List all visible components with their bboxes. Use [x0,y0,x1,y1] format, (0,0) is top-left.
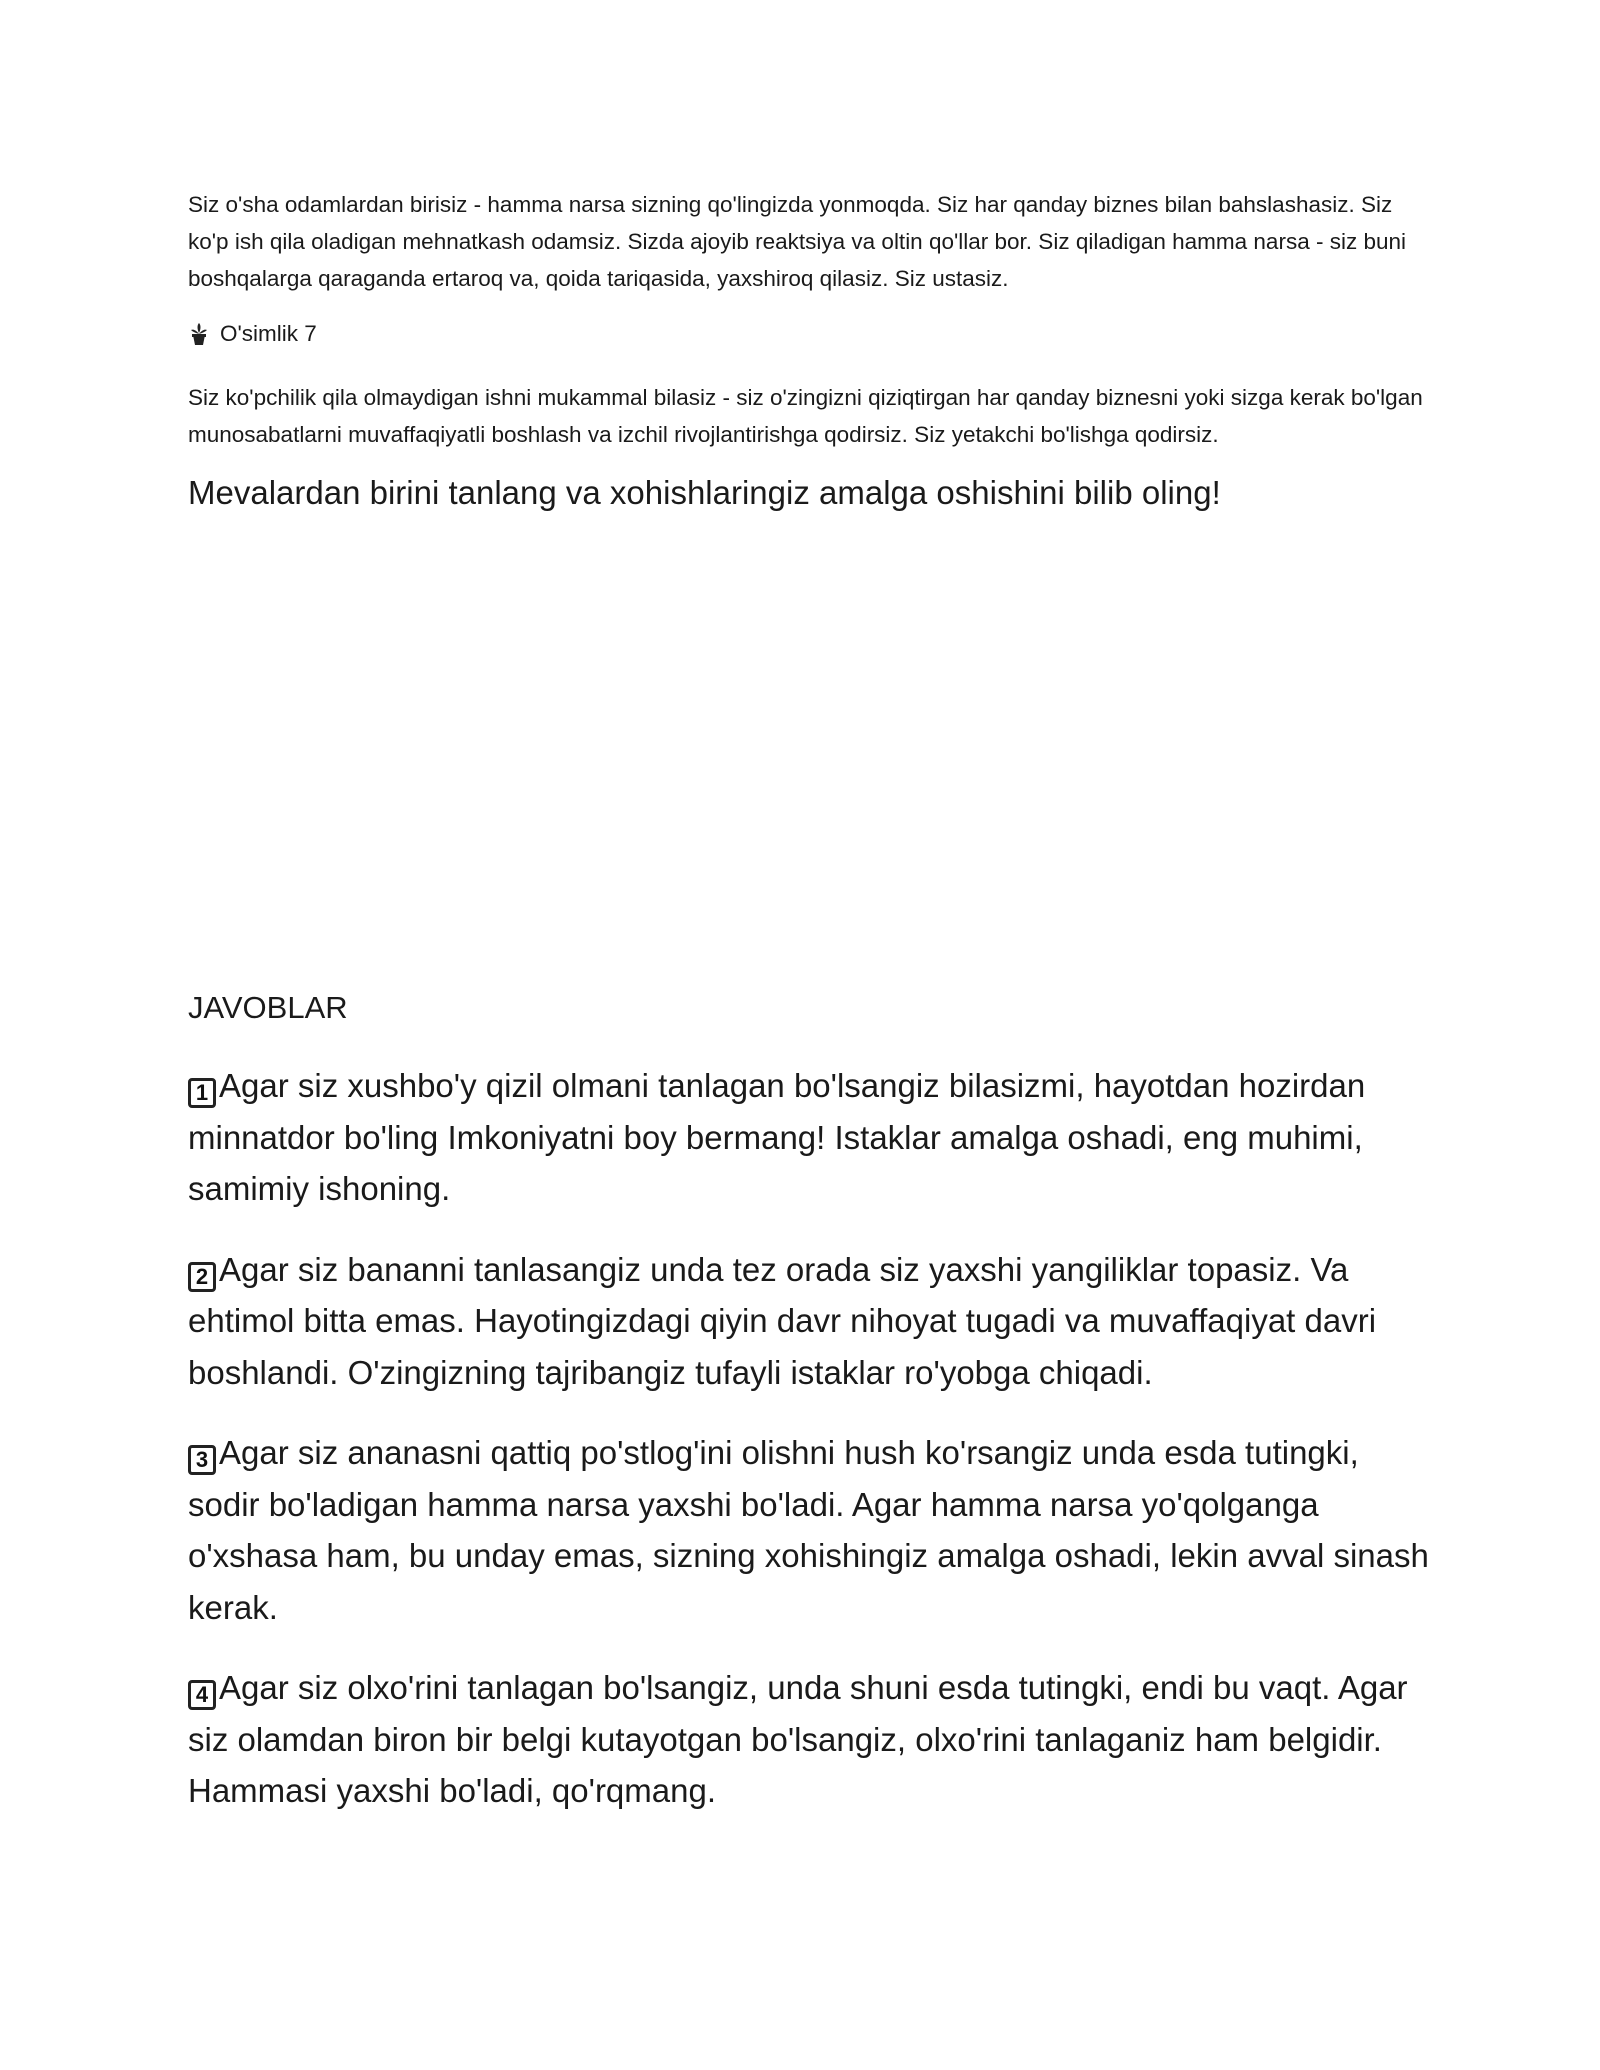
answer-item-1 [188,1060,1438,1215]
plant-label: O'simlik 7 [220,321,317,346]
keycap-number-2: 2 [188,1262,216,1292]
answer-text-1: Agar siz xushbo'y qizil olmani tanlagan bo'lsangiz bilasizmi, hayotdan hozirdan minnatdor bo'ling Imkoniyatni boy bermang! Istaklar amalga oshadi, eng muhimi, samimiy ishoning. [188,1067,1366,1207]
intro-paragraph-2: Siz ko'pchilik qila olmaydigan ishni mukammal bilasiz - siz o'zingizni qiziqtirgan har qanday biznesni yoki sizga kerak bo'lgan munosabatlarni muvaffaqiyatli boshlash va izchil rivojlantirishga qodirsiz. Siz yetakchi bo'lishga qodirsiz. [188,385,1423,447]
intro-paragraph-1: Siz o'sha odamlardan birisiz - hamma narsa sizning qo'lingizda yonmoqda. Siz har qanday biznes bilan bahslashasiz. Siz ko'p ish qila oladigan mehnatkash odamsiz. Sizda ajoyib reaktsiya va oltin qo'llar bor. Siz qiladigan hamma narsa - siz buni boshqalarga qaraganda ertaroq va, qoida tariqasida, yaxshiroq qilasiz. Siz ustasiz. [188,192,1406,291]
answer-item-2 [188,1244,1438,1399]
intro-section [188,186,1428,515]
plant-heading [188,319,1428,349]
answer-text-3: Agar siz ananasni qattiq po'stlog'ini olishni hush ko'rsangiz unda esda tutingki, sodir bo'ladigan hamma narsa yaxshi bo'ladi. Agar hamma narsa yo'qolganga o'xshasa ham, bu unday emas, sizning xohishingiz amalga oshadi, lekin avval sinash kerak. [188,1434,1429,1626]
keycap-number-1: 1 [188,1078,216,1108]
answer-text-4: Agar siz olxo'rini tanlagan bo'lsangiz, unda shuni esda tutingki, endi bu vaqt. Agar siz olamdan biron bir belgi kutayotgan bo'lsangiz, olxo'rini tanlaganiz ham belgidir. Hammasi yaxshi bo'ladi, qo'rqmang. [188,1669,1408,1809]
answers-title: JAVOBLAR [188,990,348,1025]
answer-text-2: Agar siz bananni tanlasangiz unda tez orada siz yaxshi yangiliklar topasiz. Va ehtimol bitta emas. Hayotingizdagi qiyin davr nihoyat tugadi va muvaffaqiyat davri boshlandi. O'zingizning tajribangiz tufayli istaklar ro'yobga chiqadi. [188,1250,1377,1391]
potted-plant-icon [188,322,210,346]
answer-item-4 [188,1662,1438,1817]
keycap-number-3: 3 [188,1445,216,1475]
keycap-number-4: 4 [188,1680,216,1710]
answer-item-3 [188,1427,1438,1633]
answers-list [188,1060,1438,1846]
headline: Mevalardan birini tanlang va xohishlaringiz amalga oshishini bilib oling! [188,474,1221,511]
